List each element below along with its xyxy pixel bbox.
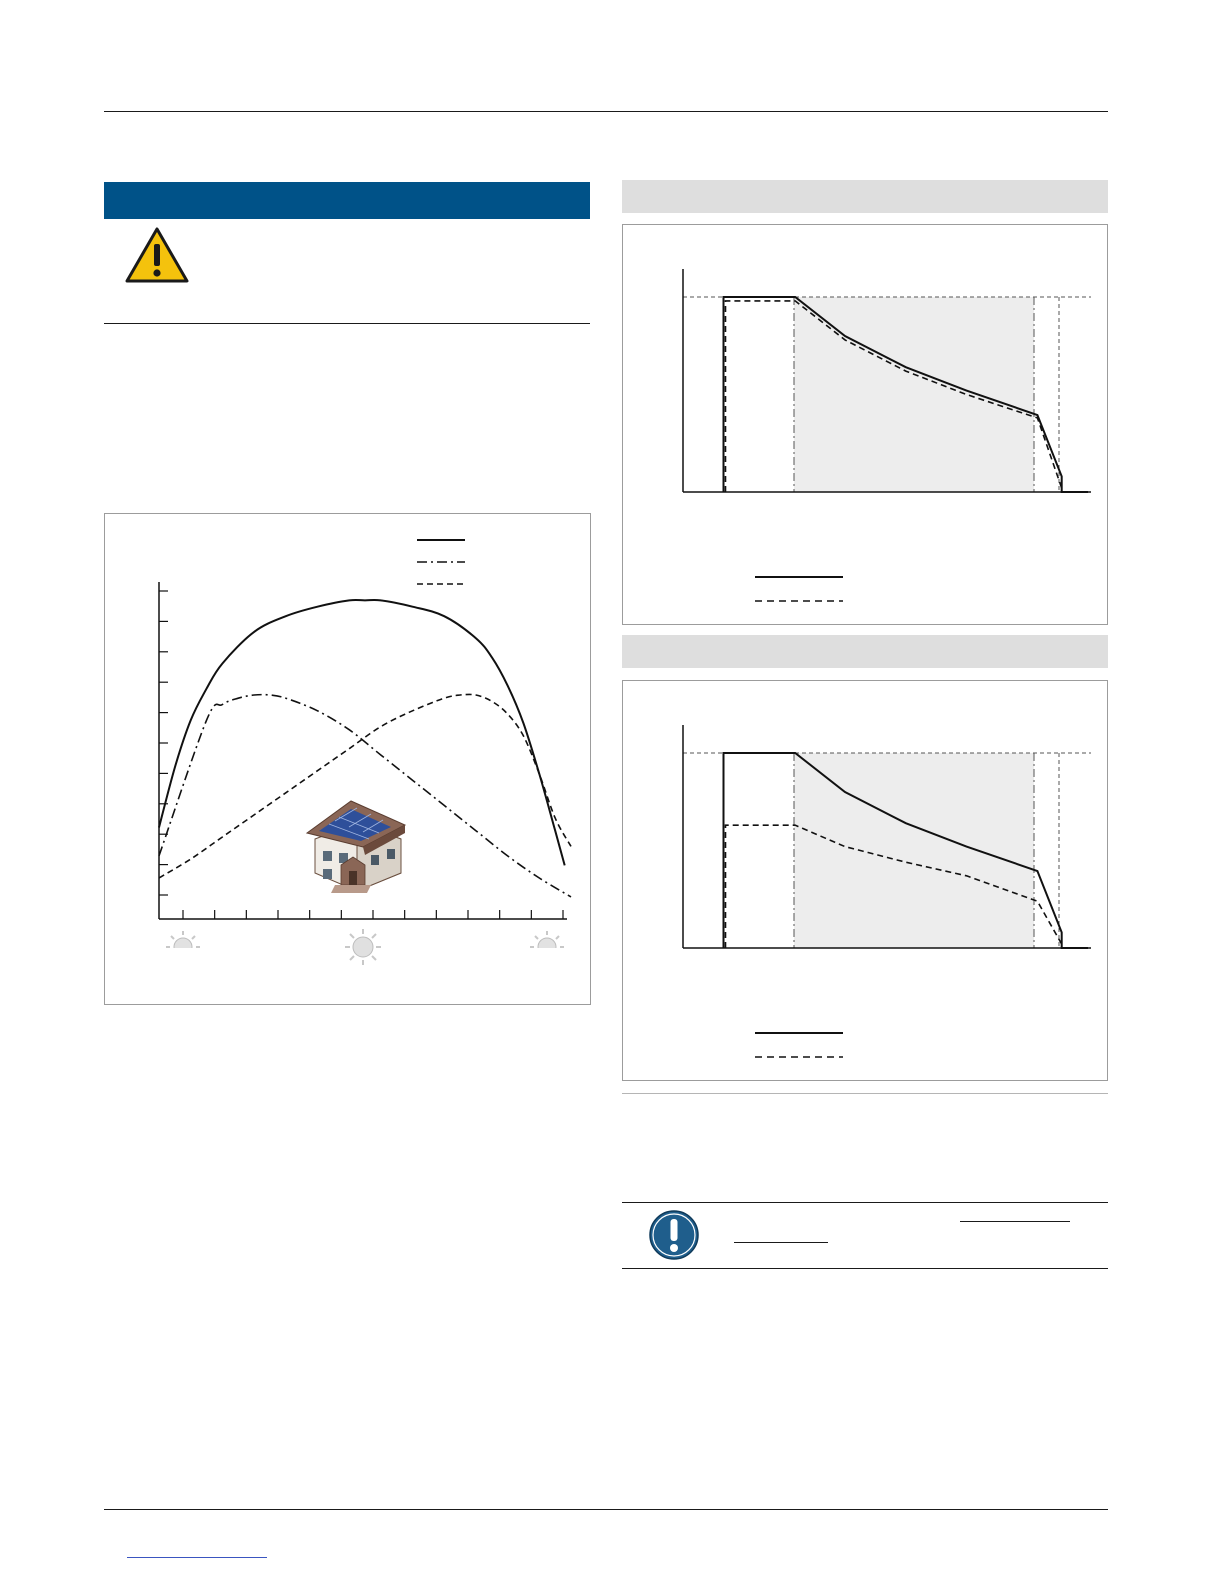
daily-curve-figure bbox=[104, 513, 591, 1005]
derating-figure-1 bbox=[622, 224, 1108, 625]
notice-bottom-rule bbox=[622, 1268, 1108, 1269]
section-banner bbox=[104, 182, 590, 219]
daily-curve-chart bbox=[105, 514, 590, 1004]
derating-figure-2 bbox=[622, 680, 1108, 1081]
notice-link[interactable] bbox=[734, 1242, 828, 1243]
warning-triangle-icon bbox=[124, 226, 190, 284]
section-header-2 bbox=[622, 635, 1108, 668]
shaded-region bbox=[794, 297, 1034, 492]
sun-icon bbox=[527, 931, 567, 958]
footer-link[interactable] bbox=[127, 1557, 267, 1558]
derating-chart-2 bbox=[623, 681, 1107, 1080]
chart-legend bbox=[417, 540, 465, 584]
footer-rule bbox=[104, 1509, 1108, 1510]
exclamation-circle-icon bbox=[648, 1209, 700, 1261]
warning-divider bbox=[104, 323, 590, 324]
header-rule bbox=[104, 111, 1108, 112]
shaded-region bbox=[794, 753, 1034, 948]
sun-icon bbox=[163, 931, 203, 958]
notice-link[interactable] bbox=[960, 1221, 1070, 1222]
derating-chart-1 bbox=[623, 225, 1107, 624]
sun-icon bbox=[345, 929, 381, 965]
figure-divider bbox=[622, 1093, 1108, 1094]
solar-house-icon bbox=[307, 801, 405, 893]
section-header-1 bbox=[622, 180, 1108, 213]
notice-top-rule bbox=[622, 1202, 1108, 1203]
